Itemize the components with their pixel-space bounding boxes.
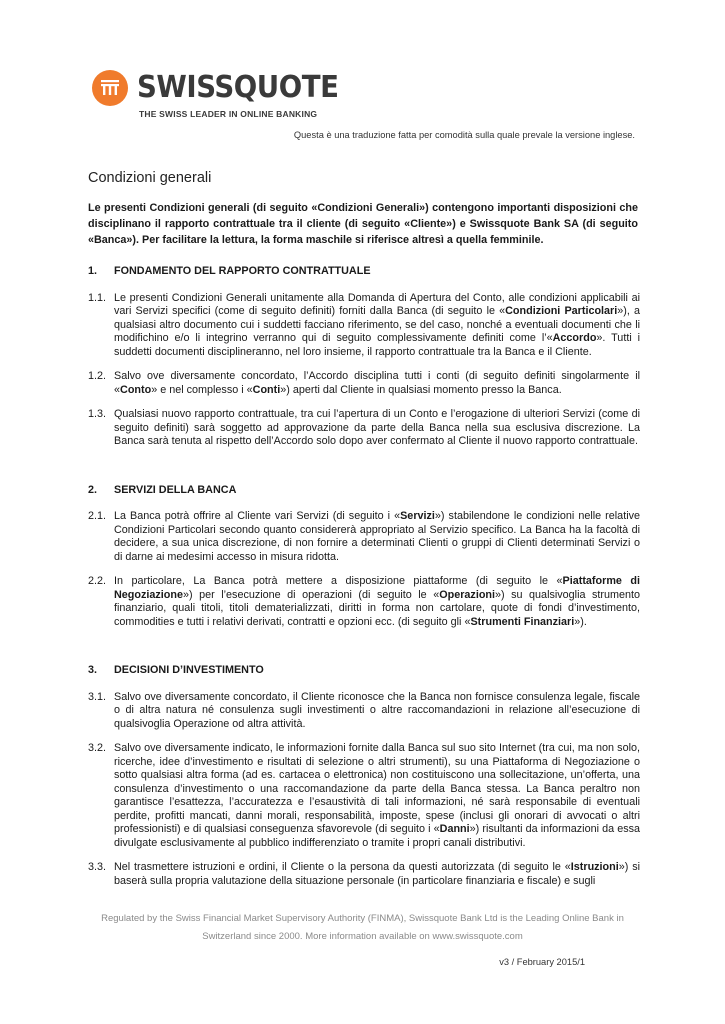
section-title: SERVIZI DELLA BANCA bbox=[114, 483, 237, 496]
version-label: v3 / February 2015/1 bbox=[499, 957, 585, 967]
clause-text: In particolare, La Banca potrà mettere a disposizione piattaforme (di seguito le «Piattaforme di Negoziazione») per l’esecuzione di operazioni (di seguito le «Operazioni») su qualsivoglia strumento finanziario, quali titoli, titoli dematerializzati, diritti in forma non cartolare, quote di fondi d’investimento, commodities e tutti i relativi derivati, contratti e opzioni ecc. (di seguito gli «Strumenti Finanziari»). bbox=[114, 575, 640, 628]
section-title: DECISIONI D’INVESTIMENTO bbox=[114, 664, 264, 676]
logo-tagline: THE SWISS LEADER IN ONLINE BANKING bbox=[139, 109, 318, 119]
clause-number: 2.2. bbox=[88, 575, 107, 587]
defined-term: Istruzioni bbox=[570, 861, 619, 873]
section-title: FONDAMENTO DEL RAPPORTO CONTRATTUALE bbox=[114, 265, 371, 277]
section-spacer bbox=[88, 460, 640, 484]
defined-term: Servizi bbox=[400, 510, 435, 522]
clause-text: Qualsiasi nuovo rapporto contrattuale, tra cui l’apertura di un Conto e l’erogazione di ulteriori Servizi (come di seguito definiti) sarà soggetto ad approvazione da parte della Banca nella sua esclusiva discrezione. La Banca sarà tenuta al rispetto dell’Accordo solo dopo aver confermato al Cliente il nuovo rapporto contrattuale. bbox=[114, 408, 640, 447]
section-number: 3. bbox=[88, 664, 98, 676]
section bbox=[88, 664, 640, 888]
clause-number: 3.2. bbox=[88, 742, 107, 754]
clause-number: 1.3. bbox=[88, 408, 107, 420]
logo-mark-icon bbox=[101, 80, 119, 96]
defined-term: Accordo bbox=[552, 332, 597, 344]
footer-line-1: Regulated by the Swiss Financial Market Supervisory Authority (FINMA), Swissquote Bank Ltd is the Leading Online Bank in bbox=[101, 913, 624, 924]
defined-term: Condizioni Particolari bbox=[505, 305, 618, 317]
clause-text: Le presenti Condizioni Generali unitamente alla Domanda di Apertura del Conto, alle condizioni applicabili ai vari Servizi specifici (come di seguito definiti) forniti dalla Banca (di seguito le «Condizioni Particolari»), a qualsiasi altro documento cui i suddetti facciano riferimento, se del caso, nonché a eventuali documenti che li modifichino e/o li integrino verranno qui di seguito complessivamente definiti come l’«Accordo». Tutti i suddetti documenti disciplineranno, nel loro insieme, il rapporto contrattuale tra la Banca e il Cliente. bbox=[114, 291, 640, 358]
clause-text: Nel trasmettere istruzioni e ordini, il Cliente o la persona da questi autorizzata (di seguito le «Istruzioni») si baserà sulla propria valutazione della situazione personale (in particolare finanziaria e fiscale) e sugli bbox=[114, 861, 640, 887]
clause bbox=[88, 575, 640, 629]
clause-text: Salvo ove diversamente indicato, le informazioni fornite dalla Banca sul suo sito Internet (tra cui, ma non solo, ricerche, idee d’investimento e risultati di selezione o altri strumenti), su una Piattaforma di Negoziazione o sotto qualsiasi altra forma (ad es. cartacea o elettronica) non costituiscono una sollecitazione, un’offerta, una consulenza d’investimento o una raccomandazione da parte della Banca stessa. La Banca peraltro non garantisce l’esattezza, l’accuratezza e l’esaustività di tali informazioni, né sarà responsabile di eventuali perdite, profitti mancati, danni morali, responsabilità, imposte, spese (inclusi gli onorari di avvocati o altri professionisti) e di qualsiasi conseguenza sfavorevole (di seguito i «Danni») risultanti da informazioni da essa divulgate esclusivamente al pubblico indifferenziato o tramite i propri canali distributivi. bbox=[114, 742, 641, 849]
logo-name: SWISSQUOTE bbox=[137, 70, 339, 105]
intro-paragraph: Le presenti Condizioni generali (di seguito «Condizioni Generali») contengono importanti disposizioni che disciplinano il rapporto contrattuale tra il cliente (di seguito «Cliente») e Swissquote Bank SA (di seguito «Banca»). Per facilitare la lettura, la forma maschile si riferisce altresì a quella femminile. bbox=[88, 202, 638, 246]
section-heading bbox=[88, 484, 640, 498]
document-body bbox=[88, 265, 640, 899]
clause-text: La Banca potrà offrire al Cliente vari Servizi (di seguito i «Servizi») stabilendone le condizioni nelle relative Condizioni Particolari secondo quanto considererà appropriato al Servizio specifico. La Banca ha la facoltà di decidere, a sua unica discrezione, di non fornire a determinati Clienti o gruppi di Clienti determinati Servizi o di darne ai medesimi accesso in misura ridotta. bbox=[114, 510, 640, 563]
section bbox=[88, 265, 640, 449]
page-title: Condizioni generali bbox=[88, 170, 212, 186]
clause-number: 1.1. bbox=[88, 291, 107, 304]
footer-line-2: Switzerland since 2000. More information available on www.swissquote.com bbox=[202, 931, 523, 942]
defined-term: Piattaforme di Negoziazione bbox=[114, 575, 640, 601]
defined-term: Conto bbox=[120, 383, 152, 396]
section-heading bbox=[88, 664, 640, 678]
section bbox=[88, 484, 640, 630]
section-number: 1. bbox=[88, 265, 98, 277]
clause bbox=[88, 370, 640, 397]
translation-notice: Questa è una traduzione fatta per comodità sulla quale prevale la versione inglese. bbox=[293, 130, 635, 140]
logo-emblem bbox=[92, 70, 128, 106]
section-heading bbox=[88, 265, 640, 279]
swissquote-logo bbox=[92, 70, 339, 126]
section-number: 2. bbox=[88, 483, 98, 496]
clause bbox=[88, 408, 640, 449]
clause-number: 3.3. bbox=[88, 861, 107, 873]
clause-number: 3.1. bbox=[88, 690, 107, 703]
defined-term: Operazioni bbox=[439, 588, 496, 601]
defined-term: Strumenti Finanziari bbox=[470, 615, 575, 628]
clause bbox=[88, 691, 640, 732]
clause-number: 2.1. bbox=[88, 510, 107, 522]
clause-text: Salvo ove diversamente concordato, il Cliente riconosce che la Banca non fornisce consulenza legale, fiscale o di altra natura né consulenza sugli investimenti o altre raccomandazioni in relazione all’esecuzione di qualsivoglia Operazione od altra attività. bbox=[114, 690, 640, 730]
clause bbox=[88, 742, 640, 850]
section-spacer bbox=[88, 640, 640, 664]
clause-text: Salvo ove diversamente concordato, l’Accordo disciplina tutti i conti (di seguito definiti singolarmente il «Conto» e nel complesso i «Conti») aperti dal Cliente in qualsiasi momento presso la Banca. bbox=[114, 370, 640, 396]
defined-term: Conti bbox=[252, 383, 281, 396]
clause bbox=[88, 292, 640, 360]
footer bbox=[80, 910, 645, 946]
defined-term: Danni bbox=[439, 823, 470, 835]
clause-number: 1.2. bbox=[88, 370, 107, 382]
clause bbox=[88, 510, 640, 564]
clause bbox=[88, 861, 640, 888]
